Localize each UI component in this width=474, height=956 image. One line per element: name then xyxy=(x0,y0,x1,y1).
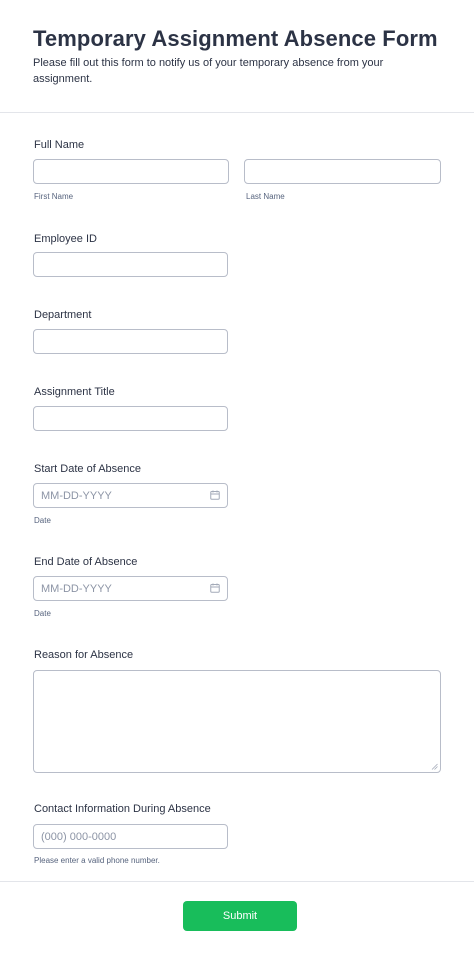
last-name-sublabel: Last Name xyxy=(246,192,285,201)
department-label: Department xyxy=(34,309,92,321)
reason-label: Reason for Absence xyxy=(34,649,134,661)
start-date-label: Start Date of Absence xyxy=(34,463,142,475)
phone-sublabel: Please enter a valid phone number. xyxy=(34,856,160,865)
end-date-sublabel: Date xyxy=(34,609,51,618)
last-name-input[interactable] xyxy=(244,159,441,184)
footer-divider xyxy=(0,881,474,882)
start-date-sublabel: Date xyxy=(34,516,51,525)
end-date-placeholder: MM-DD-YYYY xyxy=(41,583,112,595)
assignment-title-input[interactable] xyxy=(33,406,228,431)
submit-button[interactable]: Submit xyxy=(183,901,297,931)
phone-input[interactable] xyxy=(33,824,228,849)
first-name-input[interactable] xyxy=(33,159,229,184)
employee-id-input[interactable] xyxy=(33,252,228,277)
first-name-sublabel: First Name xyxy=(34,192,74,201)
start-date-placeholder: MM-DD-YYYY xyxy=(41,490,112,502)
form-title: Temporary Assignment Absence Form xyxy=(33,26,438,51)
start-date-input[interactable] xyxy=(33,483,228,508)
employee-id-label: Employee ID xyxy=(34,233,97,245)
end-date-label: End Date of Absence xyxy=(34,556,138,568)
phone-placeholder: (000) 000-0000 xyxy=(41,831,117,843)
full-name-label: Full Name xyxy=(34,139,85,151)
end-date-input[interactable] xyxy=(33,576,228,601)
calendar-icon[interactable] xyxy=(210,583,220,593)
calendar-icon[interactable] xyxy=(210,490,220,500)
resize-grip-icon[interactable] xyxy=(431,763,438,770)
department-input[interactable] xyxy=(33,329,228,354)
contact-label: Contact Information During Absence xyxy=(34,803,211,815)
form-header xyxy=(0,0,474,113)
reason-textarea[interactable] xyxy=(33,670,441,773)
assignment-title-label: Assignment Title xyxy=(34,386,115,398)
form-description: Please fill out this form to notify us of your temporary absence from your assignment. xyxy=(33,57,384,85)
